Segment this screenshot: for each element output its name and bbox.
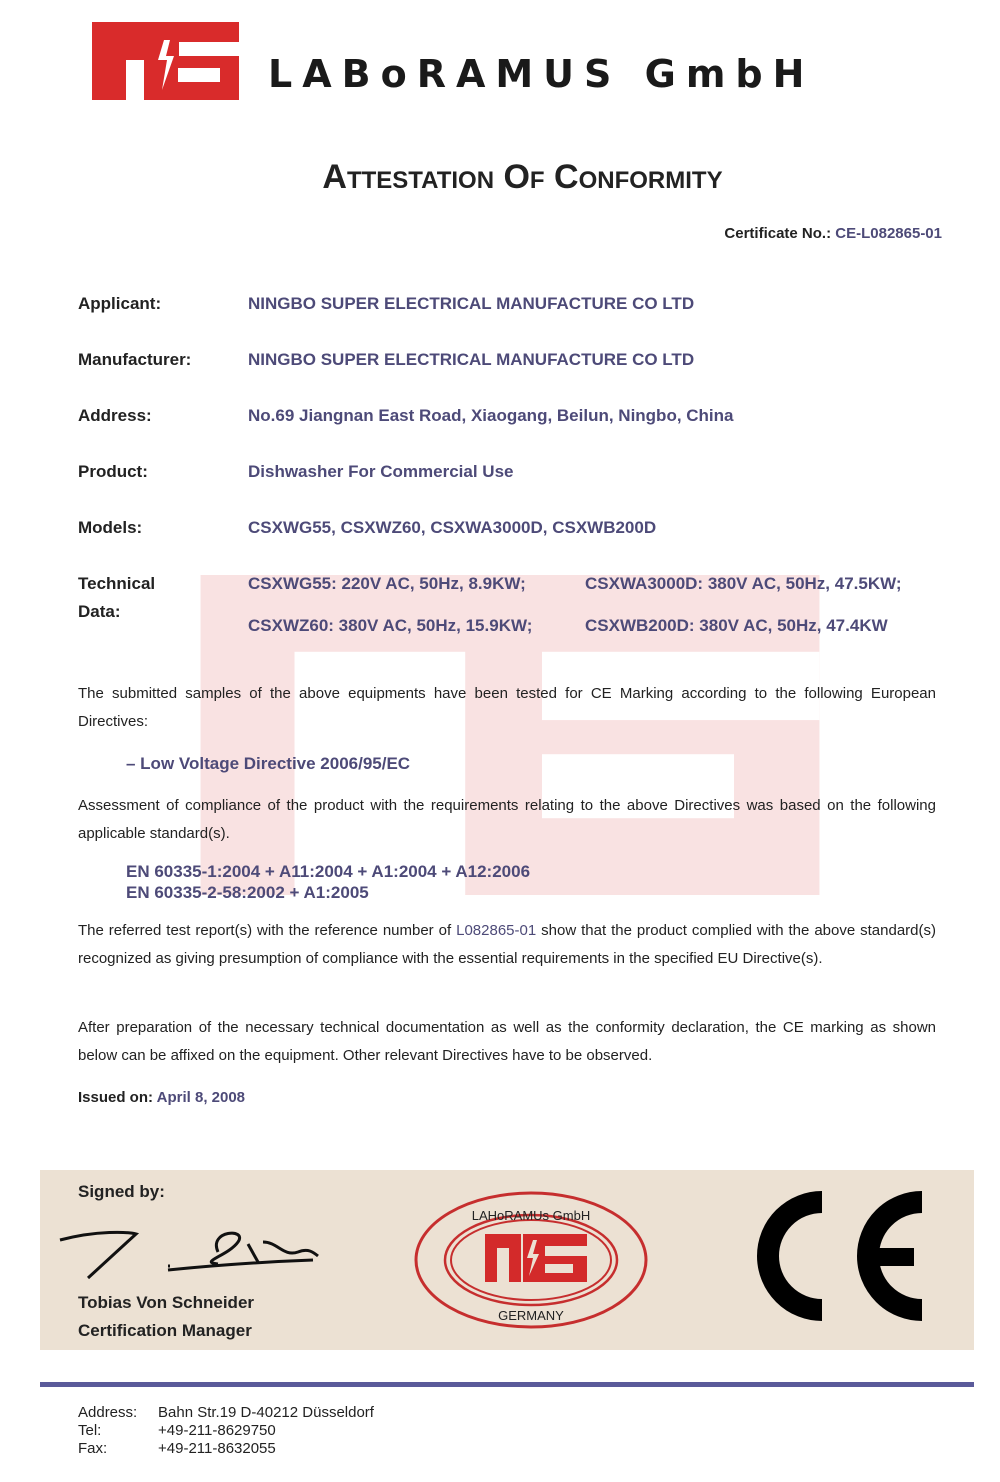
ce-mark (752, 1190, 924, 1322)
paragraph-tested: The submitted samples of the above equipments have been tested for CE Marking according to the following European Directives: (78, 685, 936, 730)
footer-divider (40, 1382, 974, 1387)
manufacturer-label: Manufacturer: (78, 350, 192, 369)
standard: EN 60335-2-58:2002 + A1:2005 (126, 883, 369, 902)
company-name: LABoRAMUS GmbH (268, 52, 815, 96)
certificate-number (724, 225, 942, 242)
paragraph-documentation: After preparation of the necessary technical documentation as well as the conformity declaration, the CE marking as shown below can be affixed on the equipment. Other relevant Directives have to be observed. (78, 1019, 936, 1064)
signer-role: Certification Manager (78, 1321, 252, 1340)
report-text: The referred test report(s) with the reference number of (78, 922, 457, 939)
tech-item: CSXWG55: 220V AC, 50Hz, 8.9KW; (248, 574, 526, 593)
models-label: Models: (78, 518, 143, 537)
seal-bottom-text: GERMANY (498, 1308, 564, 1323)
product-value: Dishwasher For Commercial Use (248, 462, 514, 481)
footer-address: Bahn Str.19 D-40212 Düsseldorf (158, 1404, 374, 1421)
signer-name: Tobias Von Schneider (78, 1293, 255, 1312)
applicant-value: NINGBO SUPER ELECTRICAL MANUFACTURE CO LTD (248, 294, 695, 313)
document-title: Attestation Of Conformity (322, 158, 723, 196)
certificate-label: Certificate No.: (724, 225, 832, 242)
footer-fax-label: Fax: (78, 1440, 108, 1457)
manufacturer-value: NINGBO SUPER ELECTRICAL MANUFACTURE CO LTD (248, 350, 695, 369)
footer-fax: +49-211-8632055 (158, 1440, 276, 1457)
tech-item: CSXWZ60: 380V AC, 50Hz, 15.9KW; (248, 616, 533, 635)
paragraph-assessment: Assessment of compliance of the product with the requirements relating to the above Directives was based on the following applicable standard(s). (78, 797, 936, 842)
company-seal (413, 1190, 649, 1330)
footer-tel-label: Tel: (78, 1422, 102, 1439)
directive: – Low Voltage Directive 2006/95/EC (126, 754, 411, 773)
standard: EN 60335-1:2004 + A11:2004 + A1:2004 + A12:2006 (126, 862, 531, 881)
footer-address-label: Address: (78, 1404, 138, 1421)
models-value: CSXWG55, CSXWZ60, CSXWA3000D, CSXWB200D (248, 518, 657, 537)
report-reference: L082865-01 (456, 922, 537, 939)
signed-by-label: Signed by: (78, 1182, 165, 1201)
issued-label: Issued on: (78, 1089, 154, 1106)
seal-top-text: LAHoRAMUs GmbH (471, 1208, 591, 1223)
product-label: Product: (78, 462, 148, 481)
issued-on (78, 1089, 245, 1106)
footer-tel: +49-211-8629750 (158, 1422, 276, 1439)
paragraph-report (78, 917, 936, 973)
laboramus-logo (92, 22, 239, 100)
report-text: show that the product complied with the above standard(s) recognized as giving presumption of compliance with the essential requirements in the specified EU Directive(s). (78, 922, 937, 967)
tech-item: CSXWA3000D: 380V AC, 50Hz, 47.5KW; (585, 574, 902, 593)
signature (58, 1222, 323, 1284)
applicant-label: Applicant: (78, 294, 162, 313)
certificate-value: CE-L082865-01 (835, 225, 942, 242)
address-label: Address: (78, 406, 152, 425)
technical-label: Technical (78, 574, 156, 593)
technical-label-2: Data: (78, 602, 121, 621)
issued-date: April 8, 2008 (156, 1089, 246, 1106)
tech-item: CSXWB200D: 380V AC, 50Hz, 47.4KW (585, 616, 888, 635)
address-value: No.69 Jiangnan East Road, Xiaogang, Beilun, Ningbo, China (248, 406, 734, 425)
